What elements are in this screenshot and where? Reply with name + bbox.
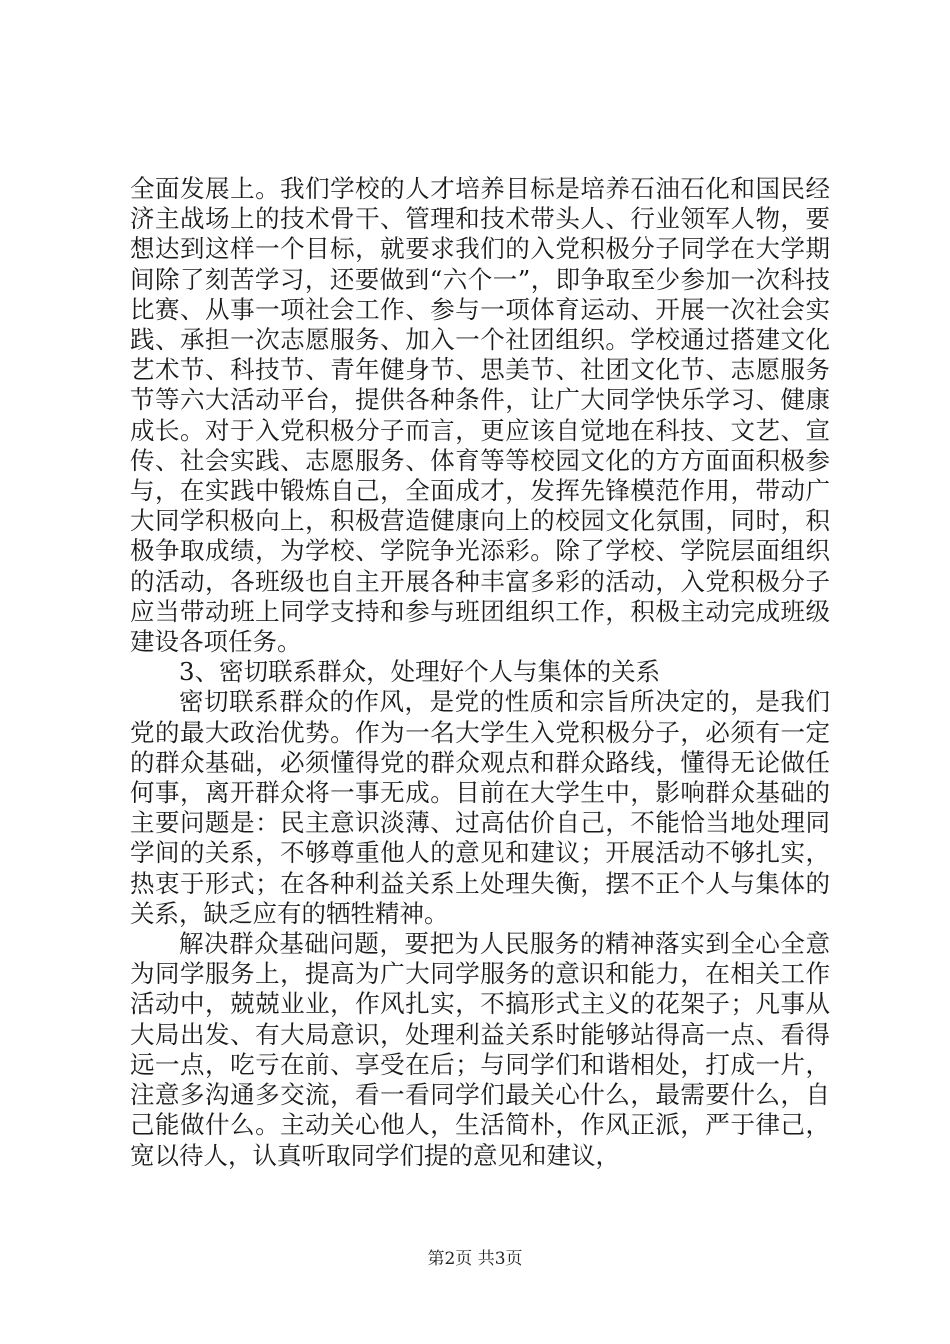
paragraph-solution: 解决群众基础问题，要把为人民服务的精神落实到全心全意为同学服务上，提高为广大同学服务的意识和能力，在相关工作活动中，兢兢业业，作风扎实，不搞形式主义的花架子；凡事从大局出发、有大局意识，处理利益关系时能够站得高一点、看得远一点，吃亏在前、享受在后；与同学们和谐相处，打成一片，注意多沟通多交流，看一看同学们最关心什么，最需要什么，自己能做什么。主动关心他人，生活简朴，作风正派，严于律己，宽以待人，认真听取同学们提的意见和建议， (130, 929, 830, 1170)
paragraph-mass-line: 密切联系群众的作风，是党的性质和宗旨所决定的，是我们党的最大政治优势。作为一名大学生入党积极分子，必须有一定的群众基础，必须懂得党的群众观点和群众路线，懂得无论做任何事，离开群众将一事无成。目前在大学生中，影响群众基础的主要问题是：民主意识淡薄、过高估价自己，不能恰当地处理同学间的关系，不够尊重他人的意见和建议；开展活动不够扎实，热衷于形式；在各种利益关系上处理失衡，摆不正个人与集体的关系，缺乏应有的牺牲精神。 (130, 687, 830, 928)
paragraph-continuation: 全面发展上。我们学校的人才培养目标是培养石油石化和国民经济主战场上的技术骨干、管理和技术带头人、行业领军人物，要想达到这样一个目标，就要求我们的入党积极分子同学在大学期间除了刻苦学习，还要做到“六个一”，即争取至少参加一次科技比赛、从事一项社会工作、参与一项体育运动、开展一次社会实践、承担一次志愿服务、加入一个社团组织。学校通过搭建文化艺术节、科技节、青年健身节、思美节、社团文化节、志愿服务节等六大活动平台，提供各种条件，让广大同学快乐学习、健康成长。对于入党积极分子而言，更应该自觉地在科技、文艺、宣传、社会实践、志愿服务、体育等等校园文化的方方面面积极参与，在实践中锻炼自己，全面成才，发挥先锋模范作用，带动广大同学积极向上，积极营造健康向上的校园文化氛围，同时，积极争取成绩，为学校、学院争光添彩。除了学校、学院层面组织的活动，各班级也自主开展各种丰富多彩的活动，入党积极分子应当带动班上同学支持和参与班团组织工作，积极主动完成班级建设各项任务。 (130, 174, 830, 657)
section-heading: 3、密切联系群众，处理好个人与集体的关系 (179, 657, 661, 687)
document-body (130, 174, 830, 1171)
page-number-footer: 第2页 共3页 (427, 1249, 523, 1269)
